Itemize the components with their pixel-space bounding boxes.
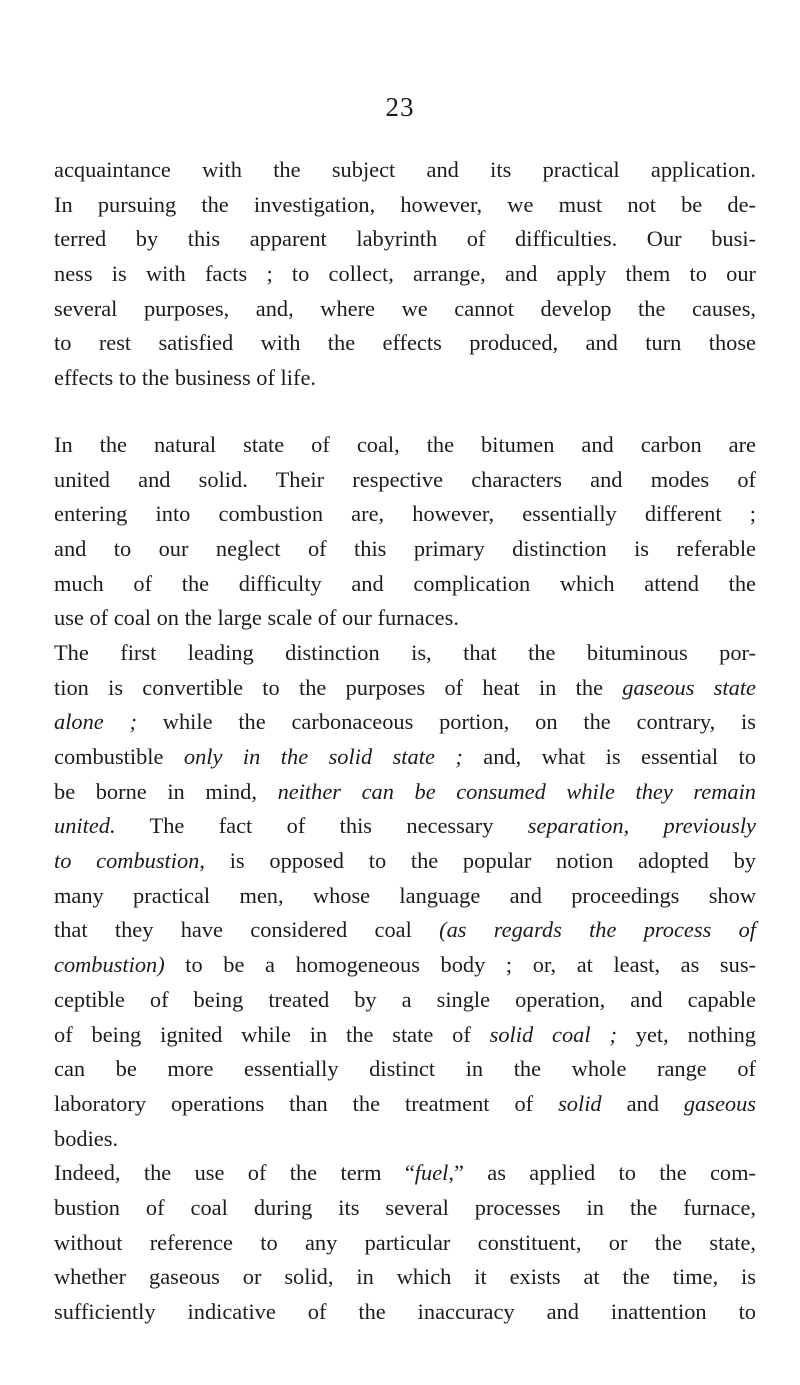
text-line: bustion of coal during its several processes in the furnace, [54, 1194, 756, 1220]
text-line: to combustion, is opposed to the popular notion adopted by [54, 848, 756, 874]
page-number: 23 [385, 92, 415, 122]
text-line: much of the difficulty and complication which attend the [54, 570, 756, 596]
text-line: bodies. [54, 1125, 119, 1151]
text-line: and to our neglect of this primary distinction is referable [54, 535, 756, 561]
text-line: tion is convertible to the purposes of heat in the gaseous state [54, 674, 756, 700]
text-line: entering into combustion are, however, essentially different ; [54, 501, 756, 527]
text-line: be borne in mind, neither can be consumed while they remain [54, 778, 756, 804]
text-line: laboratory operations than the treatment of solid and gaseous [54, 1090, 757, 1116]
text-line: sufficiently indicative of the inaccuracy and inattention to [54, 1299, 756, 1324]
text-line: alone ; while the carbonaceous portion, on the contrary, is [54, 709, 756, 735]
text-line: whether gaseous or solid, in which it exists at the time, is [54, 1264, 756, 1290]
body-text [54, 153, 756, 1330]
text-line: effects to the business of life. [54, 365, 316, 391]
text-line: to rest satisfied with the effects produced, and turn those [54, 330, 756, 356]
text-line: combustible only in the solid state ; and, what is essential to [54, 744, 756, 769]
text-line: several purposes, and, where we cannot develop the causes, [54, 295, 756, 321]
text-line: united. The fact of this necessary separation, previously [54, 813, 756, 839]
text-line: Indeed, the use of the term “fuel,” as applied to the com- [54, 1160, 756, 1186]
text-line: without reference to any particular constituent, or the state, [54, 1229, 756, 1255]
paragraph [54, 153, 756, 396]
paragraph [54, 428, 756, 636]
text-line: ness is with facts ; to collect, arrange, and apply them to our [54, 261, 756, 287]
text-line: ceptible of being treated by a single operation, and capable [54, 986, 756, 1012]
text-line: many practical men, whose language and proceedings show [54, 882, 756, 908]
text-line: that they have considered coal (as regards the process of [54, 917, 756, 943]
text-line: terred by this apparent labyrinth of difficulties. Our busi- [54, 226, 756, 252]
text-line: can be more essentially distinct in the whole range of [54, 1056, 756, 1082]
paragraph [54, 1156, 756, 1329]
paragraph [54, 636, 756, 1156]
text-line: The first leading distinction is, that the bituminous por- [54, 639, 756, 665]
text-line: In the natural state of coal, the bitumen and carbon are [54, 431, 756, 457]
text-line: use of coal on the large scale of our furnaces. [54, 605, 459, 631]
text-line: In pursuing the investigation, however, we must not be de- [54, 191, 756, 217]
text-line: of being ignited while in the state of solid coal ; yet, nothing [54, 1021, 756, 1047]
text-line: acquaintance with the subject and its practical application. [54, 157, 756, 182]
text-line: combustion) to be a homogeneous body ; or, at least, as sus- [54, 952, 756, 978]
text-line: united and solid. Their respective characters and modes of [54, 466, 756, 492]
